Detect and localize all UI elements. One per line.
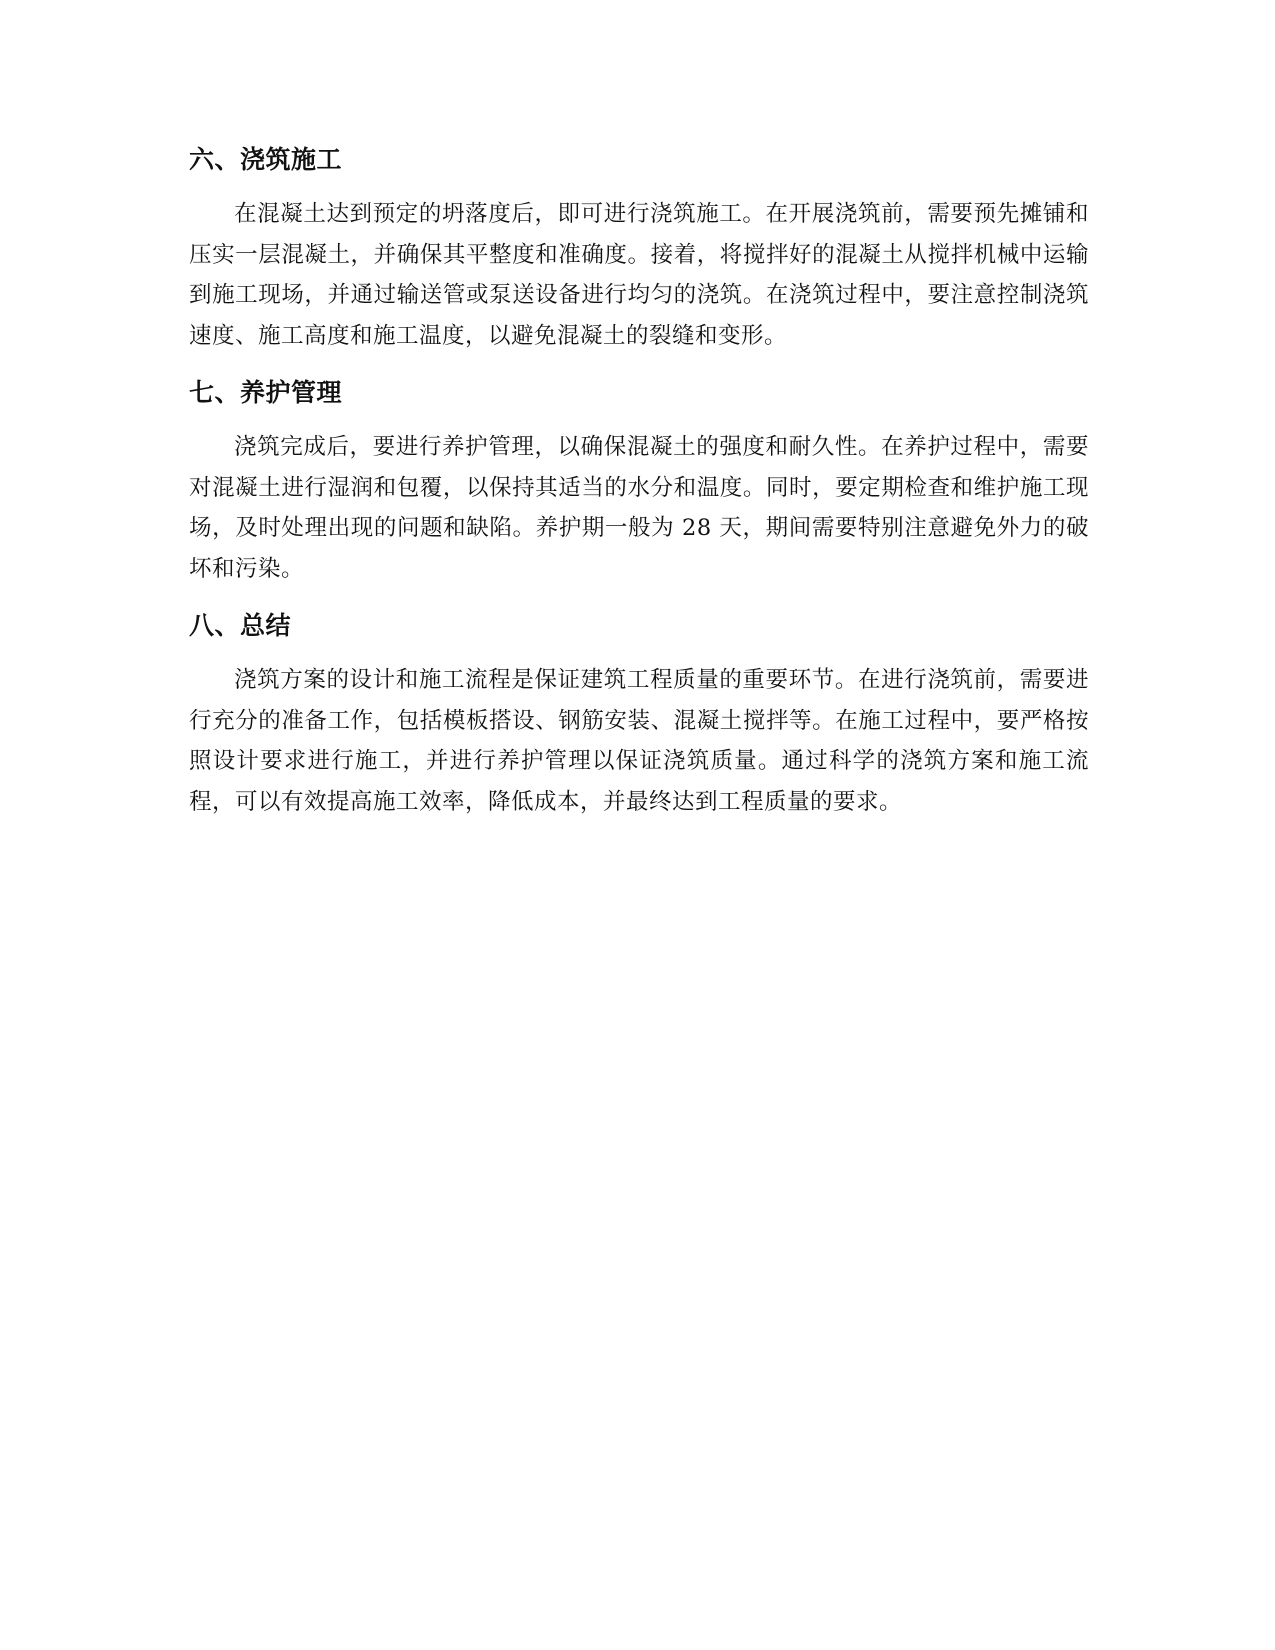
section-heading: 八、总结: [189, 611, 292, 640]
section-paragraph: 浇筑完成后，要进行养护管理，以确保混凝土的强度和耐久性。在养护过程中，需要对混凝土进行湿润和包覆，以保持其适当的水分和温度。同时，要定期检查和维护施工现场，及时处理出现的问题和缺陷。养护期一般为 28 天，期间需要特别注意避免外力的破坏和污染。: [189, 434, 1089, 582]
section-heading: 七、养护管理: [189, 378, 343, 407]
section-paragraph: 浇筑方案的设计和施工流程是保证建筑工程质量的重要环节。在进行浇筑前，需要进行充分的准备工作，包括模板搭设、钢筋安装、混凝土搅拌等。在施工过程中，要严格按照设计要求进行施工，并进行养护管理以保证浇筑质量。通过科学的浇筑方案和施工流程，可以有效提高施工效率，降低成本，并最终达到工程质量的要求。: [189, 667, 1089, 815]
section-summary: [189, 606, 1089, 822]
section-heading: 六、浇筑施工: [189, 145, 343, 174]
section-curing-management: [189, 373, 1089, 589]
section-pouring-construction: [189, 140, 1089, 356]
document-content: [189, 140, 1089, 839]
section-paragraph: 在混凝土达到预定的坍落度后，即可进行浇筑施工。在开展浇筑前，需要预先摊铺和压实一层混凝土，并确保其平整度和准确度。接着，将搅拌好的混凝土从搅拌机械中运输到施工现场，并通过输送管或泵送设备进行均匀的浇筑。在浇筑过程中，要注意控制浇筑速度、施工高度和施工温度，以避免混凝土的裂缝和变形。: [189, 201, 1089, 349]
